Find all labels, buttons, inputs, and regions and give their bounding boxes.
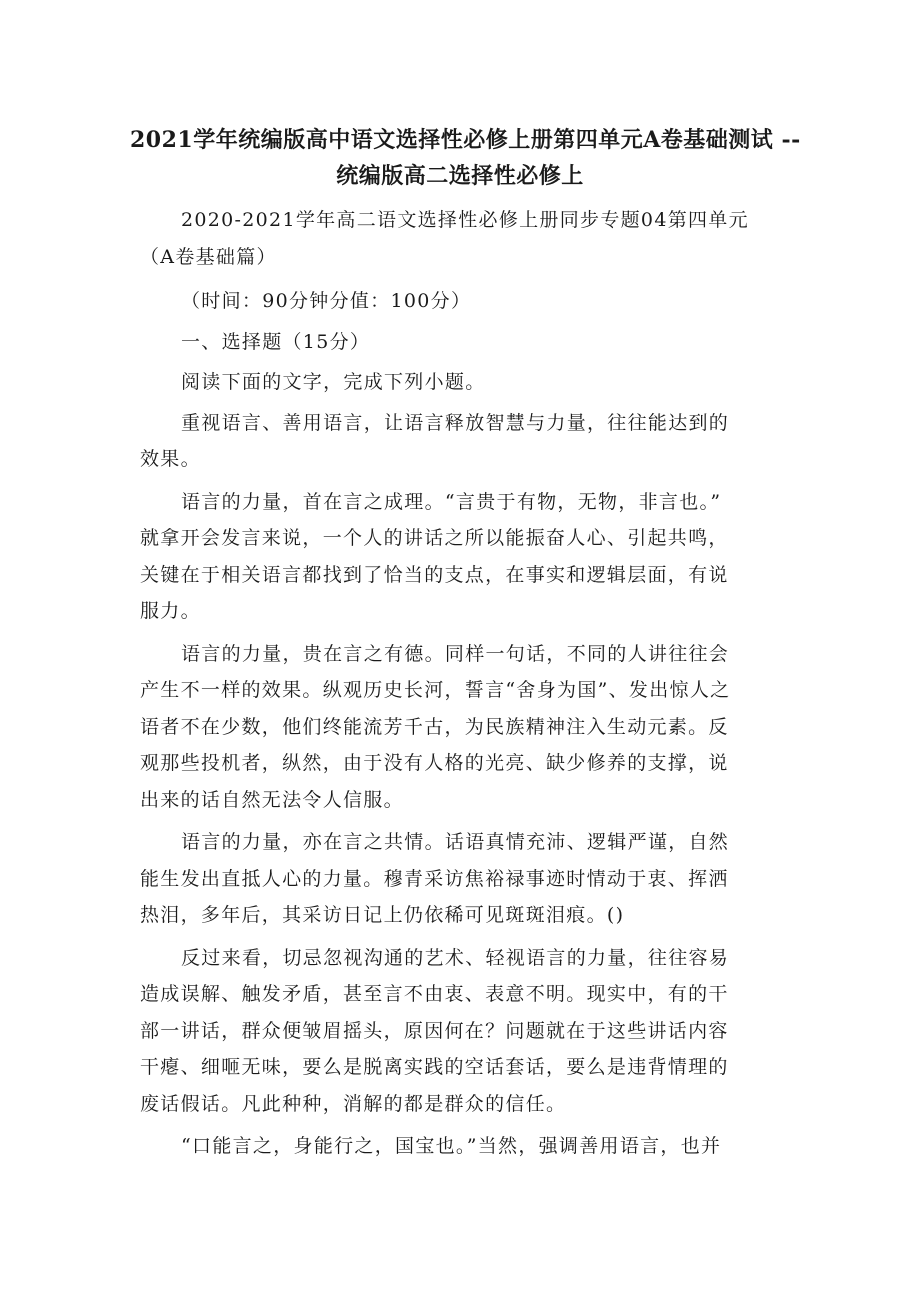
body-line: 就拿开会发言来说，一个人的讲话之所以能振奋人心、引起共鸣，	[140, 527, 729, 549]
body-line: 阅读下面的文字，完成下列小题。	[181, 371, 486, 393]
body-line: 2020-2021学年高二语文选择性必修上册同步专题04第四单元	[181, 209, 749, 231]
title-line-2: 统编版高二选择性必修上	[336, 163, 584, 189]
body-line: 废话假话。凡此种种，消解的都是群众的信任。	[140, 1092, 567, 1115]
body-line: 反过来看，切忌忽视沟通的艺术、轻视语言的力量，往往容易	[181, 946, 730, 969]
body-line: 服力。	[140, 600, 201, 622]
body-line: 关键在于相关语言都找到了恰当的支点，在事实和逻辑层面，有说	[140, 563, 729, 586]
body-line: 出来的话自然无法令人信服。	[140, 788, 404, 811]
body-line: “口能言之，身能行之，国宝也。”当然，强调善用语言，也并	[181, 1135, 722, 1157]
body-line: 能生发出直抵人心的力量。穆青采访焦裕禄事迹时情动于衷、挥洒	[140, 867, 729, 890]
body-line: 造成误解、触发矛盾，甚至言不由衷、表意不明。现实中，有的干	[140, 983, 729, 1005]
body-line: 语言的力量，贵在言之有德。同样一句话，不同的人讲往往会	[181, 642, 730, 665]
body-line: 干瘪、细咂无味，要么是脱离实践的空话套话，要么是违背情理的	[140, 1056, 729, 1078]
document-body	[140, 202, 780, 1165]
body-line: 热泪，多年后，其采访日记上仍依稀可见斑斑泪痕。()	[140, 904, 625, 926]
body-line: 观那些投机者，纵然，由于没有人格的光亮、缺少修养的支撑，说	[140, 752, 729, 774]
title-line-1: 2021学年统编版高中语文选择性必修上册第四单元A卷基础测试 --	[130, 127, 801, 153]
body-line: （A卷基础篇）	[140, 245, 277, 268]
body-line: 一、选择题（15分）	[181, 330, 371, 353]
document-title	[130, 122, 801, 194]
body-line: 效果。	[140, 448, 201, 470]
body-line: 语言的力量，首在言之成理。“言贵于有物，无物，非言也。”	[181, 490, 722, 513]
body-line: 部一讲话，群众便皱眉摇头，原因何在？问题就在于这些讲话内容	[140, 1019, 729, 1042]
body-line: 重视语言、善用语言，让语言释放智慧与力量，往往能达到的	[181, 411, 730, 434]
body-line: 产生不一样的效果。纵观历史长河，誓言“舍身为国”、发出惊人之	[140, 679, 731, 701]
body-line: （时间：90分钟分值：100分）	[181, 290, 472, 312]
body-line: 语者不在少数，他们终能流芳千古，为民族精神注入生动元素。反	[140, 715, 729, 738]
body-line: 语言的力量，亦在言之共情。话语真情充沛、逻辑严谨，自然	[181, 831, 730, 853]
